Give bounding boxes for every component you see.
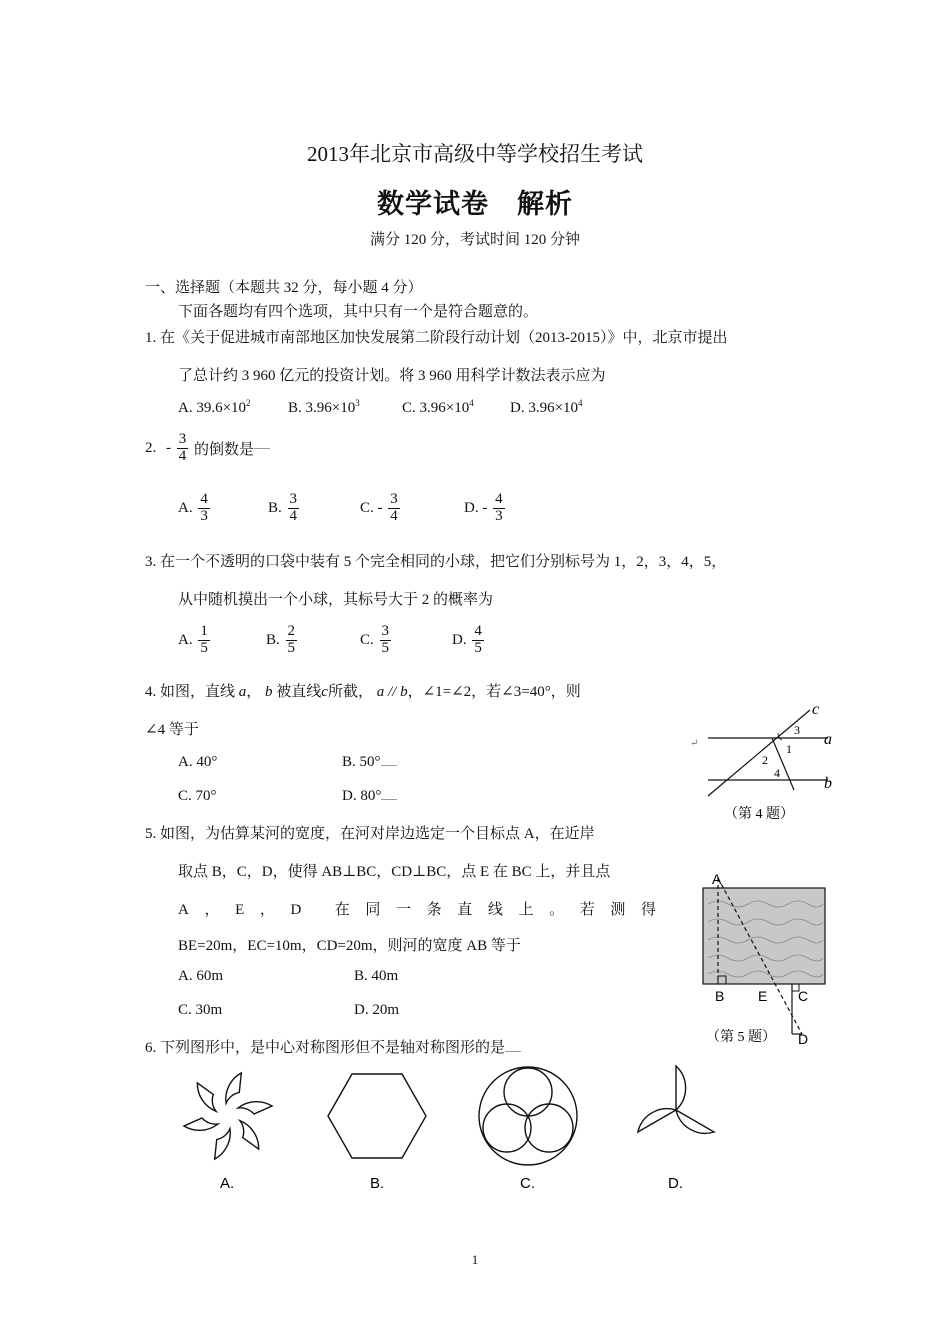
q6-label-c: C. — [520, 1175, 535, 1192]
q5-line3: A，E，D 在同一条直线上。若测得 — [178, 902, 670, 918]
q5-line4: BE=20m，EC=10m，CD=20m，则河的宽度 AB 等于 — [178, 938, 521, 954]
paper-subtitle: 数学试卷 解析 — [377, 189, 573, 219]
q6-label-b: B. — [370, 1175, 385, 1192]
q5-option-c: C. 30m — [178, 1002, 223, 1018]
q4-angle-2: 2 — [762, 753, 768, 767]
q1-option-d: D. $3.96\times 10^4$ — [510, 398, 583, 416]
q2-option-c: C. - $\frac{3}{4}$ — [360, 491, 398, 524]
q3-line1: 3. 在一个不透明的口袋中装有 5 个完全相同的小球，把它们分别标号为 1，2，3，4，5， — [145, 554, 727, 570]
q6-figure-c — [470, 1064, 590, 1194]
q6-figure-a — [170, 1064, 290, 1194]
q5-line1: 5. 如图，为估算某河的宽度，在河对岸边选定一个目标点 A，在近岸 — [145, 826, 595, 842]
q2-option-a: A. $\frac{4}{3}$ — [178, 491, 208, 524]
q1-line2: 了总计约 3 960 亿元的投资计划。将 3 960 用科学计数法表示应为 — [178, 368, 606, 384]
q3-line2: 从中随机摸出一个小球，其标号大于 2 的概率为 — [178, 592, 494, 608]
q5-caption: （第 5 题） — [706, 1030, 776, 1045]
q1-option-a: A. $39.6\times 10^2$ — [178, 398, 251, 416]
q5-label-e: E — [758, 988, 768, 1004]
q6-label-a: A. — [220, 1175, 235, 1192]
q3-option-d: D. $\frac{4}{5}$ — [452, 623, 482, 656]
q5-option-b: B. 40m — [354, 968, 399, 984]
q4-option-a: A. 40° — [178, 754, 218, 770]
q4-line2: ∠4 等于 — [145, 722, 199, 738]
q5-label-a: A — [712, 871, 722, 887]
q6-figure-b — [320, 1064, 440, 1194]
q2-option-d: D. - $\frac{4}{3}$ — [464, 491, 503, 524]
exam-title: 2013年北京市高级中等学校招生考试 — [307, 142, 643, 166]
q1-line1: 1. 在《关于促进城市南部地区加快发展第二阶段行动计划（2013-2015）》中，北京市提出 — [145, 330, 728, 346]
q5-label-b: B — [715, 988, 725, 1004]
q4-angle-3: 3 — [794, 723, 800, 737]
section-instruction: 下面各题均有四个选项，其中只有一个是符合题意的。 — [178, 304, 539, 320]
exam-info: 满分 120 分，考试时间 120 分钟 — [369, 232, 580, 248]
q4-label-c: c — [812, 701, 820, 718]
q5-label-d: D — [798, 1031, 809, 1047]
q5-figure — [698, 868, 833, 1050]
q6-label-d: D. — [668, 1175, 683, 1192]
svg-text:↵: ↵ — [690, 738, 699, 749]
section-heading: 一、选择题（本题共 32 分，每小题 4 分） — [145, 280, 423, 296]
q3-option-c: C. $\frac{3}{5}$ — [360, 623, 390, 656]
q5-option-d: D. 20m — [354, 1002, 399, 1018]
q3-option-b: B. $\frac{2}{5}$ — [266, 623, 296, 656]
q2-option-b: B. $\frac{3}{4}$ — [268, 491, 298, 524]
page-number: 1 — [471, 1252, 479, 1267]
q5-option-a: A. 60m — [178, 968, 223, 984]
q5-line2: 取点 B，C，D，使得 AB⊥BC，CD⊥BC，点 E 在 BC 上，并且点 — [178, 864, 611, 880]
q4-label-b: b — [824, 775, 832, 792]
q4-option-c: C. 70° — [178, 788, 217, 804]
q4-option-b: B. 50° — [342, 754, 397, 771]
q5-label-c: C — [798, 988, 809, 1004]
q1-option-c: C. $3.96\times 10^4$ — [402, 398, 474, 416]
q4-label-a: a — [824, 731, 832, 748]
q4-line1: 4. 如图，直线 a， b 被直线c所截， a // b，∠1=∠2，若∠3=40°，则 — [145, 684, 581, 700]
q4-caption: （第 4 题） — [724, 807, 794, 822]
q4-angle-4: 4 — [774, 766, 780, 780]
q4-angle-1: 1 — [786, 742, 792, 756]
q3-option-a: A. $\frac{1}{5}$ — [178, 623, 208, 656]
q2-stem: 2. - $\frac{3}{4}$ 的倒数是 — [145, 432, 270, 465]
q6-stem: 6. 下列图形中，是中心对称图形但不是轴对称图形的是 — [145, 1036, 521, 1057]
q4-figure — [690, 700, 850, 828]
q4-option-d: D. 80° — [342, 788, 397, 805]
q1-option-b: B. $3.96\times 10^3$ — [288, 398, 360, 416]
q6-figure-d — [620, 1064, 750, 1194]
